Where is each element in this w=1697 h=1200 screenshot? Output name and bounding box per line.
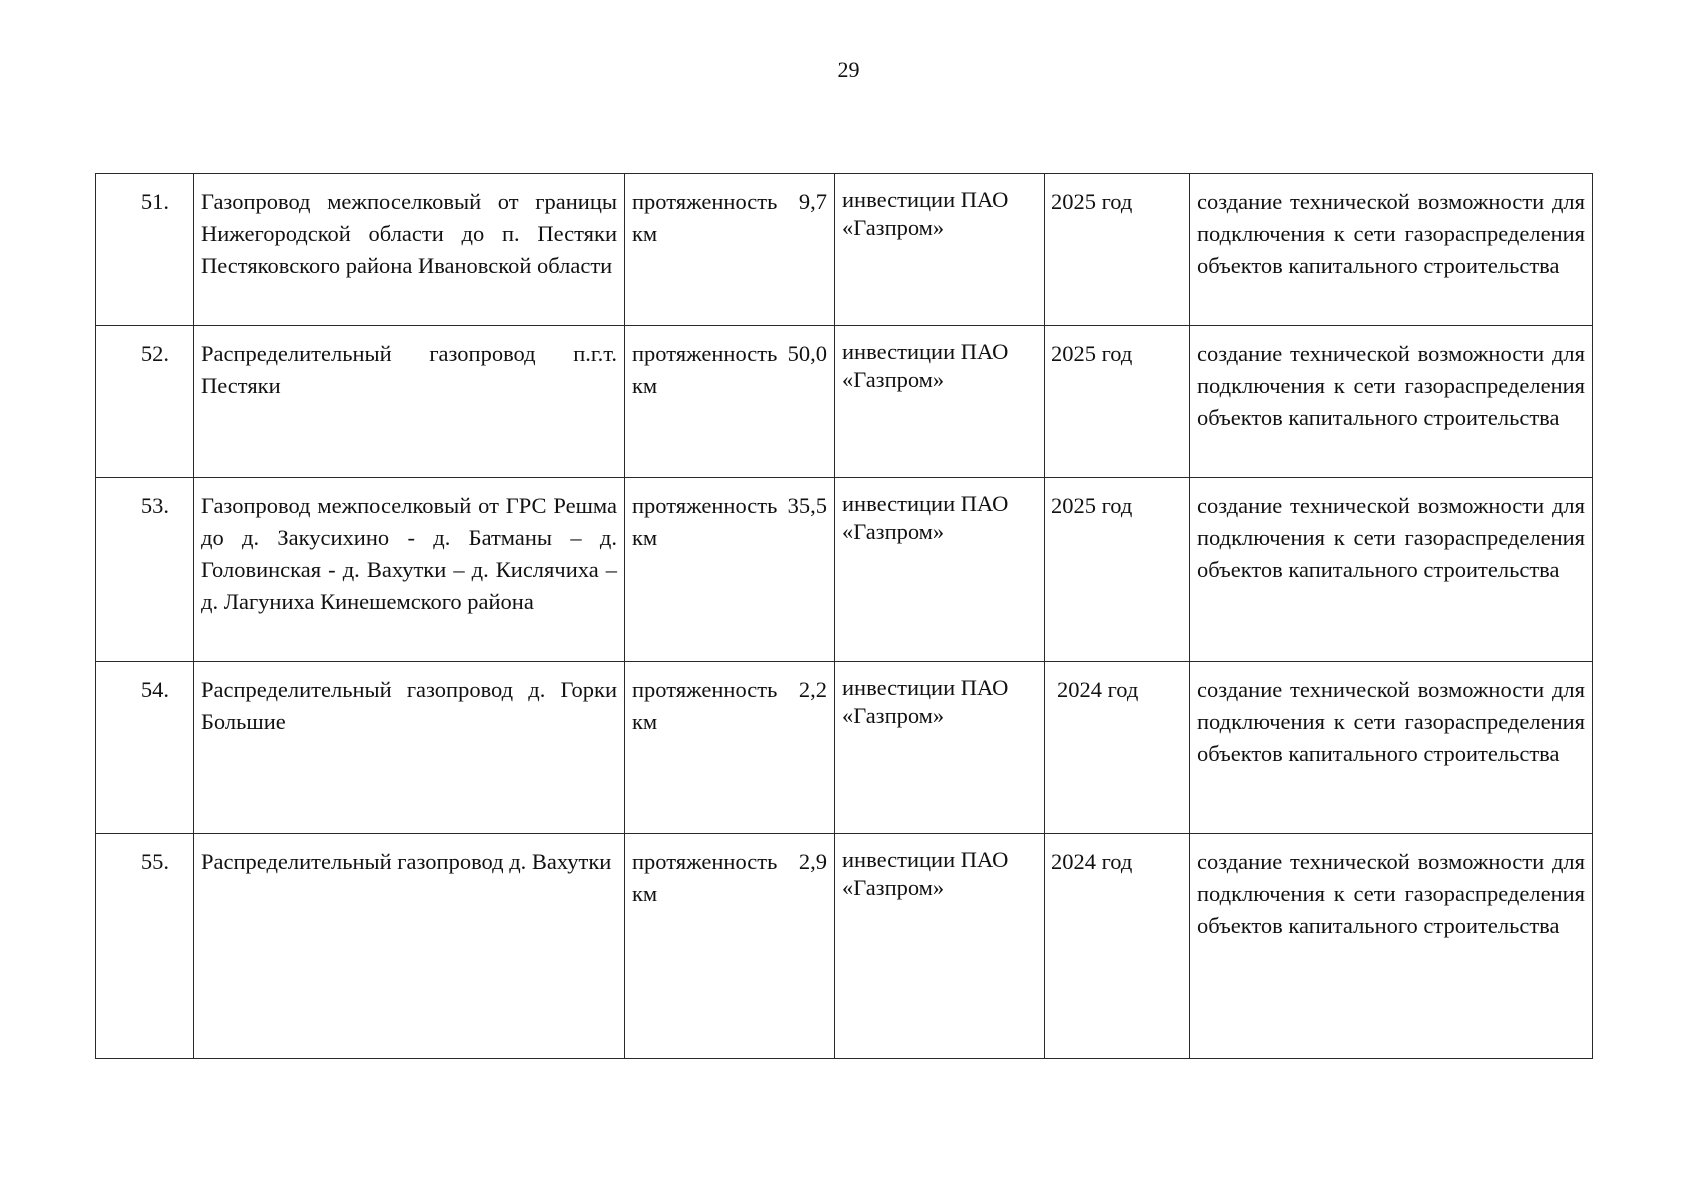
row-number: 55. — [96, 834, 194, 1059]
object-purpose: создание технической возможности для подключения к сети газораспределения объектов капитального строительства — [1190, 326, 1593, 478]
completion-year: 2024 год — [1045, 662, 1190, 834]
row-number: 51. — [96, 174, 194, 326]
completion-year: 2024 год — [1045, 834, 1190, 1059]
gas-infrastructure-table — [95, 173, 1593, 1059]
funding-source: инвестиции ПАО «Газпром» — [835, 834, 1045, 1059]
funding-source: инвестиции ПАО «Газпром» — [835, 326, 1045, 478]
completion-year: 2025 год — [1045, 478, 1190, 662]
table-row — [96, 834, 1593, 1059]
completion-year: 2025 год — [1045, 326, 1190, 478]
table-row — [96, 662, 1593, 834]
object-purpose: создание технической возможности для подключения к сети газораспределения объектов капитального строительства — [1190, 174, 1593, 326]
row-number: 54. — [96, 662, 194, 834]
object-characteristics: протяженность 35,5 км — [625, 478, 835, 662]
object-purpose: создание технической возможности для подключения к сети газораспределения объектов капитального строительства — [1190, 478, 1593, 662]
funding-source: инвестиции ПАО «Газпром» — [835, 478, 1045, 662]
object-characteristics: протяженность 2,9 км — [625, 834, 835, 1059]
object-characteristics: протяженность 9,7 км — [625, 174, 835, 326]
object-name: Газопровод межпоселковый от ГРС Решма до д. Закусихино - д. Батманы – д. Головинская - д. Вахутки – д. Кислячиха – д. Лагуниха Кинешемского района — [194, 478, 625, 662]
object-name: Распределительный газопровод д. Вахутки — [194, 834, 625, 1059]
object-name: Распределительный газопровод п.г.т. Пестяки — [194, 326, 625, 478]
object-purpose: создание технической возможности для подключения к сети газораспределения объектов капитального строительства — [1190, 834, 1593, 1059]
completion-year: 2025 год — [1045, 174, 1190, 326]
row-number: 53. — [96, 478, 194, 662]
table-row — [96, 478, 1593, 662]
object-purpose: создание технической возможности для подключения к сети газораспределения объектов капитального строительства — [1190, 662, 1593, 834]
table-row — [96, 326, 1593, 478]
table-row — [96, 174, 1593, 326]
object-characteristics: протяженность 50,0 км — [625, 326, 835, 478]
object-characteristics: протяженность 2,2 км — [625, 662, 835, 834]
funding-source: инвестиции ПАО «Газпром» — [835, 662, 1045, 834]
page-number: 29 — [837, 57, 860, 82]
object-name: Газопровод межпоселковый от границы Нижегородской области до п. Пестяки Пестяковского района Ивановской области — [194, 174, 625, 326]
row-number: 52. — [96, 326, 194, 478]
object-name: Распределительный газопровод д. Горки Большие — [194, 662, 625, 834]
funding-source: инвестиции ПАО «Газпром» — [835, 174, 1045, 326]
